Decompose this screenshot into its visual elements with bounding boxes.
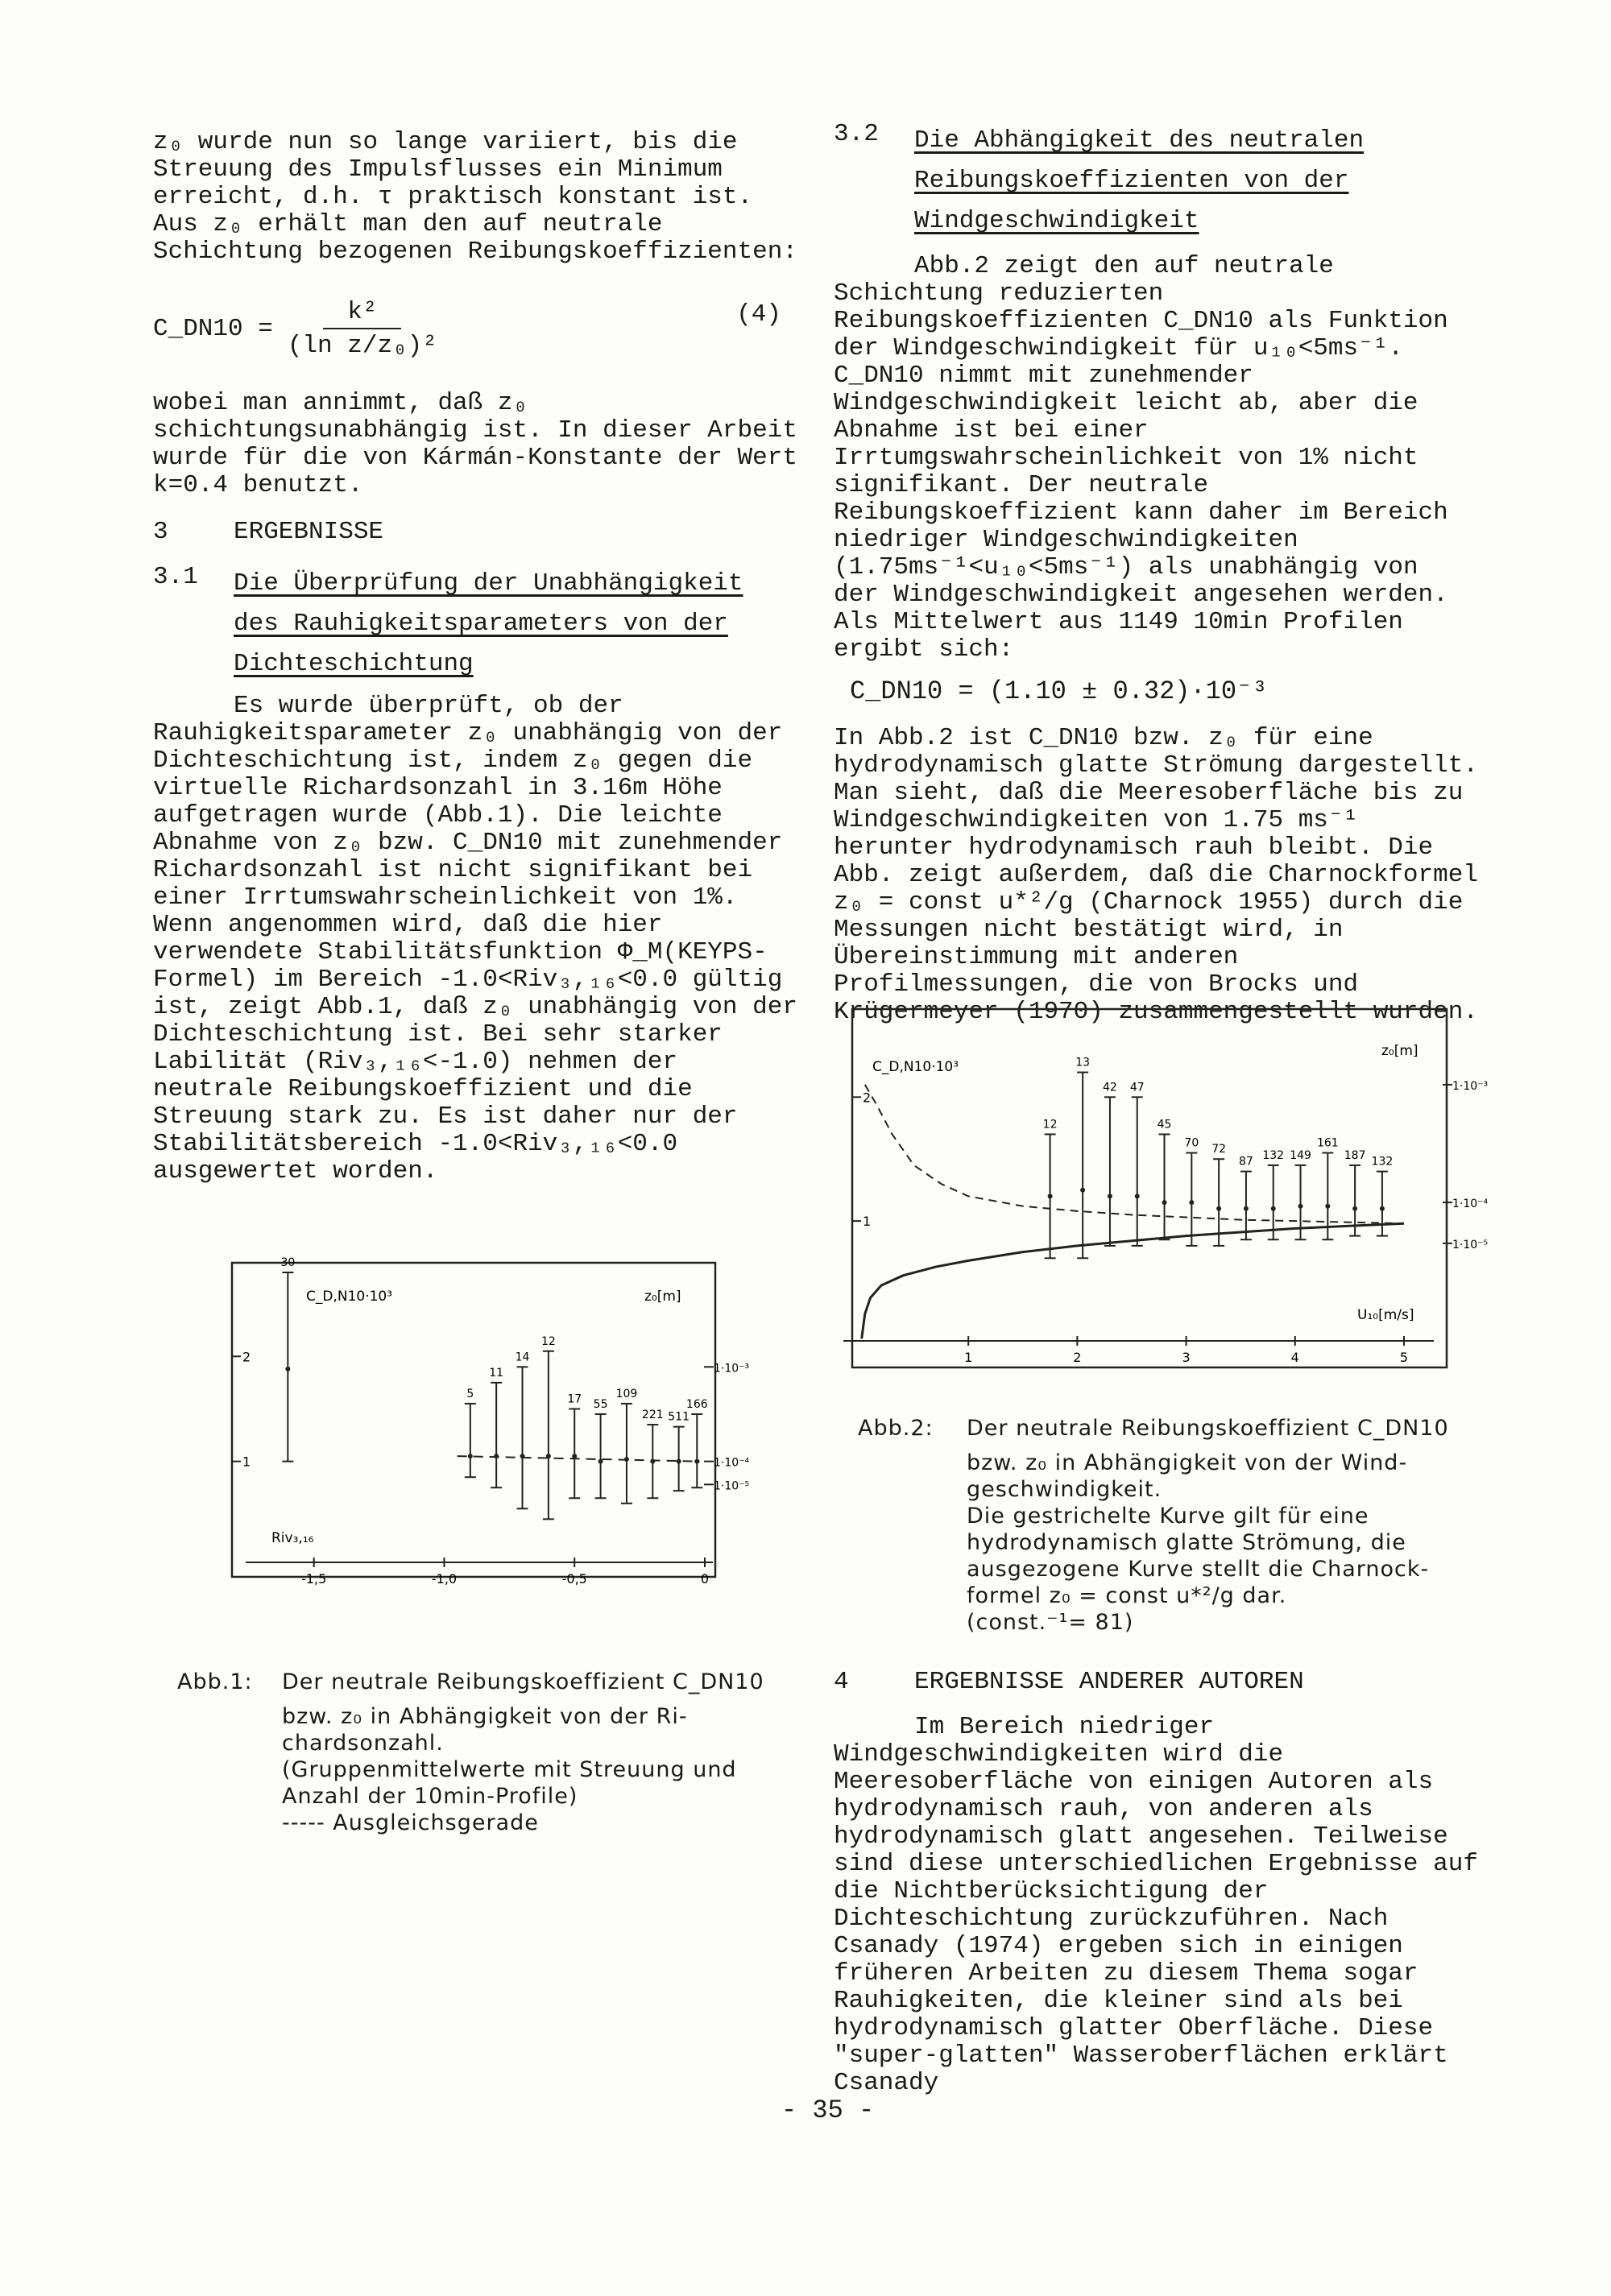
count-label: 45 bbox=[1157, 1118, 1172, 1131]
count-label: 42 bbox=[1103, 1081, 1117, 1094]
fig1-caption-label: Abb.1: bbox=[177, 1669, 253, 1694]
heading-3-2-title: Die Abhängigkeit des neutralen Reibungskoeffizienten von der Windgeschwindigkeit bbox=[914, 126, 1365, 235]
fig1-caption-line: bzw. z₀ in Abhängigkeit von der Ri- bbox=[282, 1704, 688, 1729]
count-label: 47 bbox=[1129, 1081, 1145, 1094]
data-point bbox=[1162, 1200, 1167, 1205]
data-point bbox=[572, 1454, 577, 1458]
heading-3-2 bbox=[834, 121, 1478, 242]
count-label: 30 bbox=[280, 1256, 296, 1269]
heading-3-number: 3 bbox=[153, 518, 168, 546]
data-point bbox=[1271, 1206, 1276, 1211]
data-point bbox=[1108, 1194, 1112, 1198]
charnock-curve bbox=[862, 1223, 1404, 1338]
x-tick-label: 1 bbox=[964, 1350, 973, 1365]
fig2-caption-line: formel z₀ = const u*²/g dar. bbox=[967, 1583, 1287, 1608]
eq4-numerator: k² bbox=[323, 299, 401, 329]
x-tick-label: 0 bbox=[700, 1571, 710, 1587]
equation-4 bbox=[153, 285, 797, 374]
data-point bbox=[1080, 1188, 1085, 1193]
count-label: 5 bbox=[466, 1387, 474, 1400]
x-tick-label: -0,5 bbox=[561, 1571, 587, 1587]
count-label: 132 bbox=[1371, 1155, 1394, 1169]
fig1-ylabel: C_D,N10·10³ bbox=[306, 1289, 393, 1305]
fig2-y2label: z₀[m] bbox=[1381, 1043, 1418, 1059]
data-point bbox=[1352, 1206, 1357, 1211]
x-tick-label: 5 bbox=[1399, 1350, 1409, 1365]
fig1-xlabel: Riv₃,₁₆ bbox=[271, 1530, 314, 1546]
fig2-ylabel: C_D,N10·10³ bbox=[872, 1059, 959, 1075]
smooth-flow-curve bbox=[865, 1085, 1404, 1223]
data-point bbox=[1189, 1200, 1194, 1205]
paragraph-abb2: Abb.2 zeigt den auf neutrale Schichtung reduzierten Reibungskoeffizienten C_DN10 als Funktion der Windgeschwindigkeit für u₁₀<5ms⁻¹. C_DN10 nimmt mit zunehmender Windgeschwindigkeit leicht ab, aber die Abnahme ist bei einer Irrtumgswahrscheinlichkeit von 1% nicht signifikant. Der neutrale Reibungskoeffizient kann daher im Bereich niedriger Windgeschwindigkeiten (1.75ms⁻¹<u₁₀<5ms⁻¹) als unabhängig von der Windgeschwindigkeit angesehen werden. Als Mittelwert aus 1149 10min Profilen ergibt sich: bbox=[834, 252, 1448, 664]
heading-3-1-title: Die Überprüfung der Unabhängigkeit des Rauhigkeitsparameters von der Dichteschichtung bbox=[234, 569, 743, 678]
figure-2-chart bbox=[850, 1007, 1489, 1377]
paragraph-other-authors: Im Bereich niedriger Windgeschwindigkeiten wird die Meeresoberfläche von einigen Autoren als hydrodynamisch rauh, von anderen als hydrodynamisch glatt angesehen. Teilweise sind diese unterschiedlichen Ergebnisse auf die Nichtberücksichtigung der Dichteschichtung zurückzuführen. Nach Csanady (1974) ergeben sich in einigen früheren Arbeiten zu diesem Thema sogar Rauhigkeiten, die kleiner sind als bei hydrodynamisch glatter Oberfläche. Diese "super-glatten" Wasseroberflächen erklärt Csanady bbox=[834, 1713, 1478, 2097]
fig2-caption-line: Der neutrale Reibungskoeffizient C_DN10 bbox=[967, 1416, 1449, 1441]
paragraph-karman: wobei man annimmt, daß z₀ schichtungsunabhängig ist. In dieser Arbeit wurde für die von Kármán-Konstante der Wert k=0.4 benutzt. bbox=[153, 389, 797, 499]
y2-tick-label: 1·10⁻⁵ bbox=[714, 1479, 750, 1493]
count-label: 11 bbox=[489, 1366, 504, 1380]
y-tick-label: 1 bbox=[242, 1454, 251, 1470]
fig1-caption-line: (Gruppenmittelwerte mit Streuung und bbox=[282, 1757, 737, 1782]
x-tick-label: -1,5 bbox=[301, 1571, 327, 1587]
figure-1-caption bbox=[177, 1669, 822, 1862]
y2-tick-label: 1·10⁻³ bbox=[1452, 1079, 1489, 1093]
fig1-y2label: z₀[m] bbox=[644, 1289, 681, 1305]
regression-line bbox=[458, 1456, 700, 1462]
data-point bbox=[1216, 1206, 1221, 1211]
data-point bbox=[1048, 1194, 1053, 1198]
fig2-caption-line: (const.⁻¹= 81) bbox=[967, 1610, 1134, 1635]
heading-3 bbox=[153, 519, 797, 546]
paragraph-z0: z₀ wurde nun so lange variiert, bis die Streuung des Impulsflusses ein Minimum erreicht, d.h. τ praktisch konstant ist. Aus z₀ erhält man den auf neutrale Schichtung bezogenen Reibungskoeffizienten: bbox=[153, 128, 797, 266]
count-label: 13 bbox=[1075, 1056, 1091, 1069]
heading-3-1-number: 3.1 bbox=[153, 563, 198, 591]
heading-3-2-number: 3.2 bbox=[834, 120, 879, 148]
heading-4 bbox=[834, 1669, 1478, 1696]
heading-4-title: ERGEBNISSE ANDERER AUTOREN bbox=[914, 1668, 1304, 1696]
heading-3-1 bbox=[153, 564, 797, 685]
data-point bbox=[694, 1459, 699, 1464]
y-tick-label: 2 bbox=[242, 1349, 251, 1365]
heading-4-number: 4 bbox=[834, 1668, 849, 1696]
fig2-caption-line: Die gestrichelte Kurve gilt für eine bbox=[967, 1504, 1369, 1529]
count-label: 70 bbox=[1184, 1136, 1199, 1150]
x-tick-label: 2 bbox=[1073, 1350, 1082, 1365]
y2-tick-label: 1·10⁻³ bbox=[714, 1362, 750, 1376]
fig1-caption-body bbox=[282, 1669, 764, 1836]
y2-tick-label: 1·10⁻⁵ bbox=[1452, 1238, 1489, 1251]
data-point bbox=[1325, 1204, 1330, 1209]
count-label: 221 bbox=[641, 1409, 664, 1422]
right-column bbox=[834, 121, 1478, 1045]
data-point bbox=[468, 1454, 473, 1458]
count-label: 132 bbox=[1262, 1148, 1285, 1162]
count-label: 109 bbox=[615, 1387, 638, 1400]
fig2-caption-line: bzw. z₀ in Abhängigkeit von der Wind- bbox=[967, 1450, 1408, 1475]
count-label: 17 bbox=[567, 1392, 582, 1406]
fig1-caption-line: Der neutrale Reibungskoeffizient C_DN10 bbox=[282, 1669, 764, 1694]
eq4-fraction bbox=[288, 299, 437, 360]
data-point bbox=[1244, 1206, 1249, 1211]
equation-mean: C_DN10 = (1.10 ± 0.32)·10⁻³ bbox=[850, 676, 1268, 706]
count-label: 55 bbox=[593, 1397, 608, 1411]
right-column-bottom bbox=[834, 1669, 1478, 2116]
eq4-lhs: C_DN10 = bbox=[153, 315, 273, 343]
fig1-caption-line: chardsonzahl. bbox=[282, 1731, 444, 1756]
data-point bbox=[1135, 1194, 1140, 1198]
data-point bbox=[494, 1454, 499, 1458]
figure-2-caption bbox=[858, 1415, 1502, 1649]
count-label: 87 bbox=[1239, 1155, 1253, 1169]
data-point bbox=[285, 1367, 290, 1371]
y2-tick-label: 1·10⁻⁴ bbox=[714, 1456, 750, 1470]
heading-3-title: ERGEBNISSE bbox=[234, 518, 384, 546]
x-tick-label: 4 bbox=[1290, 1350, 1299, 1365]
count-label: 166 bbox=[685, 1397, 708, 1411]
y2-tick-label: 1·10⁻⁴ bbox=[1452, 1198, 1489, 1211]
paragraph-smooth-flow: In Abb.2 ist C_DN10 bzw. z₀ für eine hydrodynamisch glatte Strömung dargestellt. Man sieht, daß die Meeresoberfläche bis zu Windgeschwindigkeiten von 1.75 ms⁻¹ herunter hydrodynamisch rauh bleibt. Die Abb. zeigt außerdem, daß die Charnockformel z₀ = const u*²/g (Charnock 1955) durch die Messungen nicht bestätigt wird, in Übereinstimmung mit anderen Profilmessungen, die von Brocks und Krügermeyer (1970) zusammengestellt wurden. bbox=[834, 724, 1478, 1026]
count-label: 12 bbox=[540, 1334, 556, 1348]
fig2-caption-line: ausgezogene Kurve stellt die Charnock- bbox=[967, 1557, 1430, 1582]
data-point bbox=[1298, 1204, 1303, 1209]
figure-1-chart bbox=[230, 1256, 750, 1599]
fig2-caption-line: hydrodynamisch glatte Strömung, die bbox=[967, 1530, 1406, 1555]
left-column bbox=[153, 129, 797, 1205]
fig2-caption-label: Abb.2: bbox=[858, 1416, 934, 1441]
fig1-caption-line: Anzahl der 10min-Profile) bbox=[282, 1784, 578, 1809]
data-point bbox=[677, 1459, 681, 1464]
count-label: 187 bbox=[1344, 1148, 1366, 1162]
x-tick-label: -1,0 bbox=[431, 1571, 458, 1587]
fig2-caption-line: geschwindigkeit. bbox=[967, 1477, 1162, 1502]
count-label: 149 bbox=[1290, 1148, 1311, 1162]
count-label: 511 bbox=[668, 1410, 690, 1424]
fig2-xlabel: U₁₀[m/s] bbox=[1357, 1307, 1414, 1323]
count-label: 161 bbox=[1316, 1136, 1339, 1150]
fig1-caption-line: ----- Ausgleichsgerade bbox=[282, 1810, 539, 1835]
count-label: 12 bbox=[1042, 1118, 1058, 1131]
eq4-number: (4) bbox=[736, 300, 781, 329]
eq4-denominator: (ln z/z₀)² bbox=[287, 332, 437, 360]
page-number: - 35 - bbox=[781, 2095, 875, 2125]
y-tick-label: 1 bbox=[863, 1214, 872, 1230]
fig2-caption-body bbox=[967, 1415, 1449, 1636]
data-point bbox=[1380, 1206, 1385, 1211]
count-label: 72 bbox=[1211, 1143, 1227, 1156]
y-tick-label: 2 bbox=[863, 1090, 872, 1106]
x-tick-label: 3 bbox=[1182, 1350, 1191, 1365]
count-label: 14 bbox=[515, 1351, 530, 1364]
paragraph-richardson: Es wurde überprüft, ob der Rauhigkeitsparameter z₀ unabhängig von der Dichteschichtung ist, indem z₀ gegen die virtuelle Richardsonzahl in 3.16m Höhe aufgetragen wurde (Abb.1). Die leichte Abnahme von z₀ bzw. C_DN10 mit zunehmender Richardsonzahl ist nicht signifikant bei einer Irrtumswahrscheinlichkeit von 1%. Wenn angenommen wird, daß die hier verwendete Stabilitätsfunktion Φ_M(KEYPS-Formel) im Bereich -1.0<Riv₃,₁₆<0.0 gültig ist, zeigt Abb.1, daß z₀ unabhängig von der Dichteschichtung ist. Bei sehr starker Labilität (Riv₃,₁₆<-1.0) nehmen der neutrale Reibungskoeffizient und die Streuung stark zu. Es ist daher nur der Stabilitätsbereich -1.0<Riv₃,₁₆<0.0 ausgewertet worden. bbox=[153, 692, 797, 1185]
